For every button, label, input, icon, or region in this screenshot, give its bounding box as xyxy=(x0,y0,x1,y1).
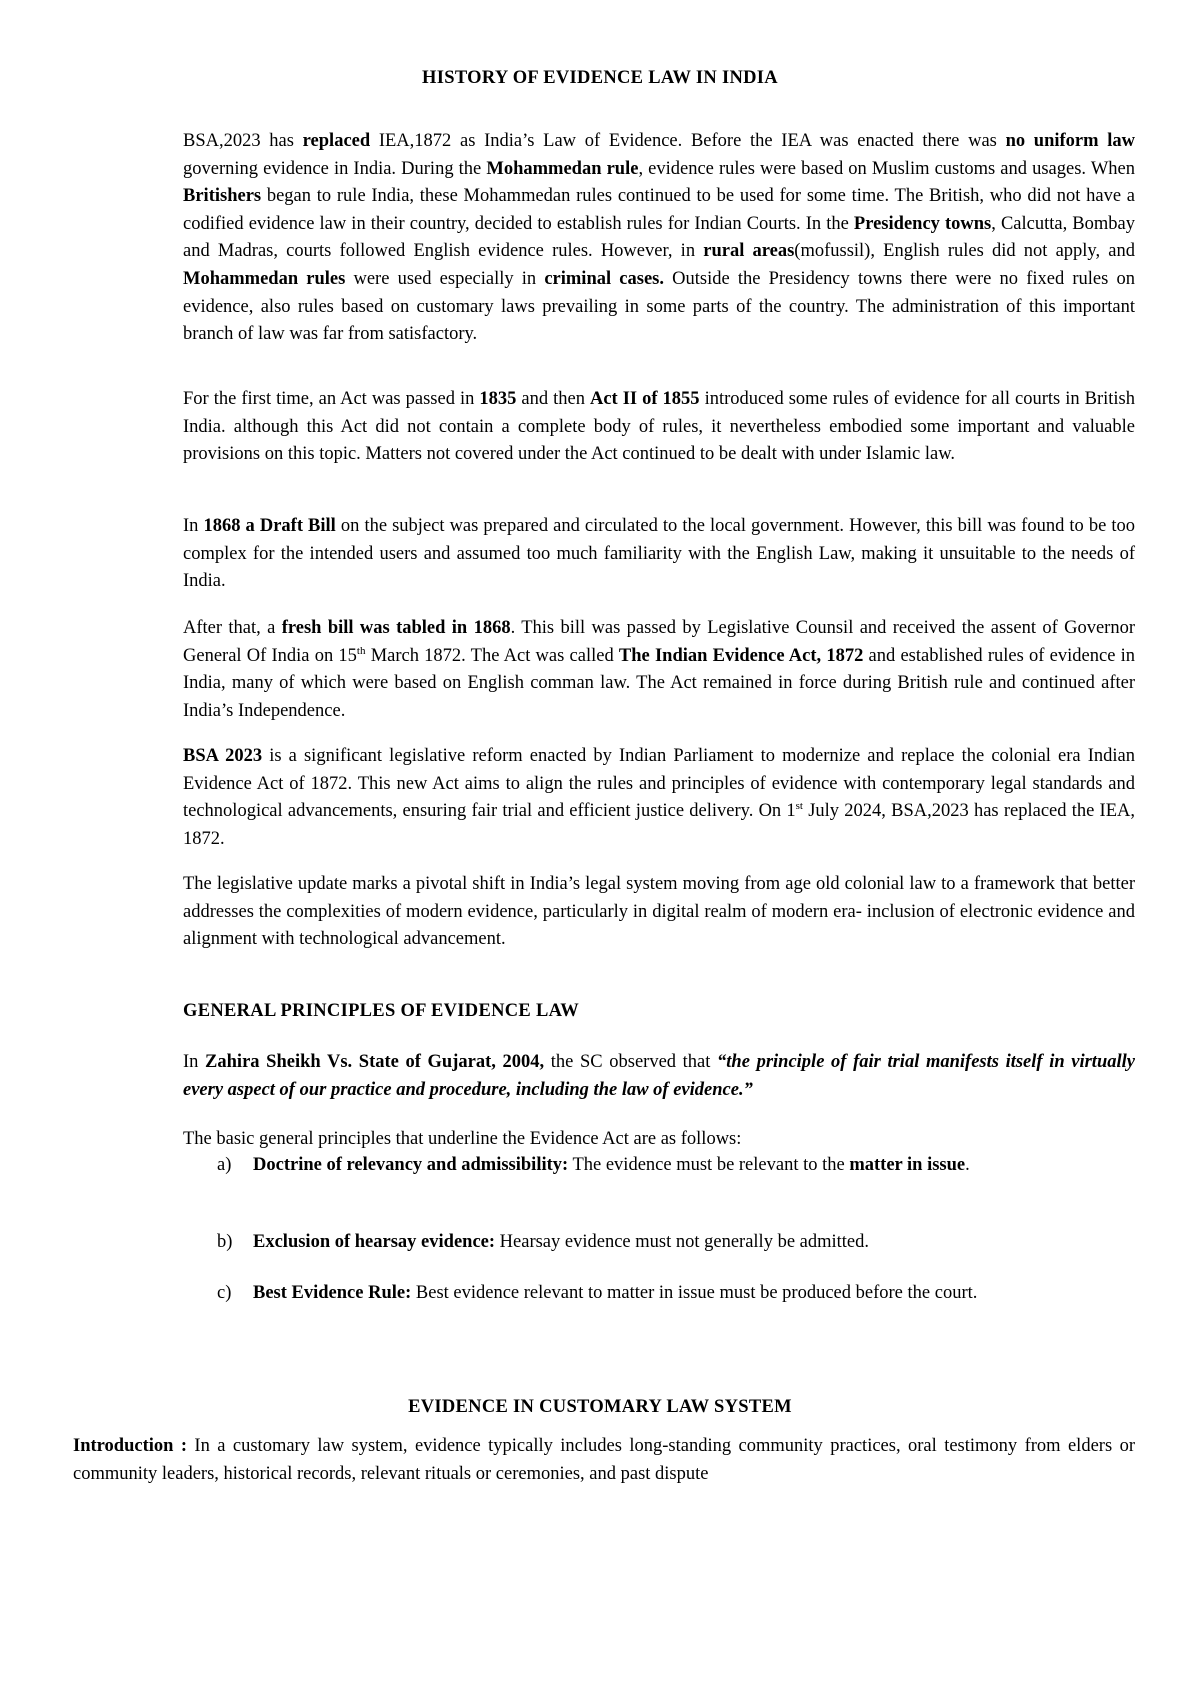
text-run: Outside the Presidency towns there were no fixed rules on evidence, also rules based on customary laws prevailing in some parts of the country. The administration of this important branch of law was far from satisfactory. xyxy=(183,268,1135,345)
text-run: July 2024, BSA,2023 has replaced the IEA, 1872. xyxy=(183,801,1135,849)
bold-text: Introduction : xyxy=(73,1436,187,1456)
list-item xyxy=(217,1229,1135,1257)
paragraph-indian-evidence-act xyxy=(183,615,1135,725)
text-run: governing evidence in India. During the xyxy=(183,158,487,179)
bold-text: Doctrine of relevancy and admissibility: xyxy=(253,1155,569,1175)
bold-text: 1835 xyxy=(479,389,517,409)
bold-text: Mohammedan rule xyxy=(486,158,639,179)
list-item-text xyxy=(253,1283,977,1303)
bold-text: Act II of 1855 xyxy=(589,389,700,409)
paragraph-draft-bill-1868 xyxy=(183,513,1135,596)
bold-text: rural areas xyxy=(703,241,795,262)
text-run: (mofussil), English rules did not apply, and xyxy=(794,241,1135,262)
text-run: Hearsay evidence must not generally be admitted. xyxy=(495,1232,870,1252)
page-title: HISTORY OF EVIDENCE LAW IN INDIA xyxy=(422,68,778,88)
bold-text: Zahira Sheikh Vs. State of Gujarat, 2004, xyxy=(205,1052,545,1072)
text-run: The evidence must be relevant to the xyxy=(568,1155,850,1175)
paragraph-history-intro xyxy=(183,128,1135,349)
text-run: the SC observed that xyxy=(544,1052,718,1072)
list-marker: c) xyxy=(217,1283,232,1303)
bold-text: Best Evidence Rule: xyxy=(253,1283,412,1303)
text-run: Best evidence relevant to matter in issue must be produced before the court. xyxy=(411,1283,978,1303)
paragraph-zahira-sheikh-case xyxy=(183,1049,1135,1104)
text-run: and established rules of evidence in India, many of which were based on English comman law. The Act remained in force during British rule and continued after India’s Independence. xyxy=(183,645,1136,721)
bold-text: BSA 2023 xyxy=(183,746,263,766)
bold-text: “the principle of fair trial manifests itself in virtually every aspect of our practice and procedure, including the law of evidence.” xyxy=(183,1052,1135,1100)
text-run: For the first time, an Act was passed in xyxy=(183,389,480,409)
list-marker: a) xyxy=(217,1155,232,1175)
text-run: on the subject was prepared and circulated to the local government. However, this bill was found to be too complex for the intended users and assumed too much familiarity with the English Law, making it unsuitable to the needs of India. xyxy=(183,516,1136,592)
text-run: and then xyxy=(516,389,590,409)
text-run: In a customary law system, evidence typically includes long-standing community practices, oral testimony from elders or community leaders, historical records, relevant rituals or ceremonies, and past dispute xyxy=(73,1436,1135,1484)
superscript-text: st xyxy=(795,800,803,813)
text-run: were used especially in xyxy=(345,268,545,289)
list-item-text xyxy=(253,1155,970,1175)
text-run: is a significant legislative reform enacted by Indian Parliament to modernize and replace the colonial era Indian Evidence Act of 1872. This new Act aims to align the rules and principles of evidence with contemporary legal standards and technological advancements, ensuring fair trial and efficient justice delivery. On 1 xyxy=(183,746,1136,822)
list-item-text xyxy=(253,1232,869,1252)
text-run: , Calcutta, Bombay and Madras, courts followed English evidence rules. However, in xyxy=(183,213,1135,262)
bold-text: The Indian Evidence Act, 1872 xyxy=(618,645,864,666)
paragraph-principles-intro xyxy=(183,1126,1135,1154)
text-run: introduced some rules of evidence for all courts in British India. although this Act did not contain a complete body of rules, it nevertheless embodied some important and valuable provisions on this topic. Matters not covered under the Act continued to be dealt with under Islamic law. xyxy=(183,389,1135,465)
text-run: March 1872. The Act was called xyxy=(365,645,619,666)
paragraph-customary-introduction xyxy=(73,1433,1135,1488)
text-run: began to rule India, these Mohammedan rules continued to be used for some time. The British, who did not have a codified evidence law in their country, decided to establish rules for Indian Courts. In the xyxy=(183,186,1135,234)
section-heading-general-principles: GENERAL PRINCIPLES OF EVIDENCE LAW xyxy=(183,1001,580,1021)
paragraph-bsa-2023 xyxy=(183,743,1135,853)
bold-text: 1868 a Draft Bill xyxy=(203,516,336,536)
bold-text: Britishers xyxy=(183,186,262,207)
bold-text: criminal cases. xyxy=(544,268,664,289)
text-run: After that, a xyxy=(183,618,282,638)
list-item xyxy=(217,1280,1135,1308)
text-run: , evidence rules were based on Muslim customs and usages. When xyxy=(638,158,1135,179)
text-run: In xyxy=(183,1052,206,1072)
bold-text: fresh bill was tabled in 1868 xyxy=(281,618,511,638)
bold-text: Mohammedan rules xyxy=(183,268,346,289)
bold-text: no uniform law xyxy=(1005,131,1135,151)
text-run: . xyxy=(965,1155,970,1175)
list-marker: b) xyxy=(217,1232,233,1252)
text-run: IEA,1872 as India’s Law of Evidence. Before the IEA was enacted there was xyxy=(370,131,1006,151)
bold-text: matter in issue xyxy=(849,1155,966,1175)
superscript-text: th xyxy=(356,644,366,657)
bold-text: Exclusion of hearsay evidence: xyxy=(253,1232,496,1252)
bold-text: replaced xyxy=(302,131,371,151)
text-run: The basic general principles that underline the Evidence Act are as follows: xyxy=(183,1129,742,1149)
paragraph-acts-1835-1855 xyxy=(183,386,1135,469)
list-item xyxy=(217,1152,1135,1180)
bold-text: Presidency towns xyxy=(853,213,992,234)
paragraph-legislative-update xyxy=(183,871,1135,954)
section-heading-customary-law: EVIDENCE IN CUSTOMARY LAW SYSTEM xyxy=(408,1397,792,1417)
text-run: The legislative update marks a pivotal shift in India’s legal system moving from age old colonial law to a framework that better addresses the complexities of modern evidence, particularly in digital realm of modern era- inclusion of electronic evidence and alignment with technological advancement. xyxy=(183,874,1135,950)
text-run: In xyxy=(183,516,204,536)
text-run: BSA,2023 has xyxy=(183,131,303,151)
text-run: . This bill was passed by Legislative Counsil and received the assent of Governor General Of India on 15 xyxy=(183,618,1135,666)
